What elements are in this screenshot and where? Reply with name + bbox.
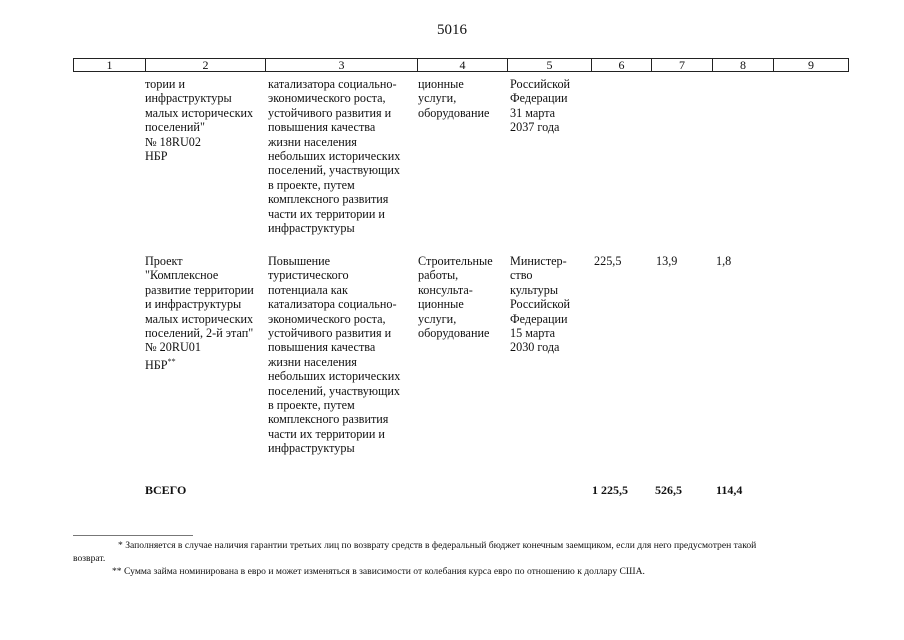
footnote-one-line1: * Заполняется в случае наличия гарантии третьих лиц по возврату средств в федеральный бюджет конечным заемщиком, если для него предусмотрен такой [118,540,757,551]
project-row-bank-name: НБР [145,358,168,373]
project-row-services: Строительные работы, консульта- ционные услуги, оборудование [418,254,493,341]
header-col-7: 7 [652,59,713,71]
project-row-footnote-mark: ** [167,357,176,366]
header-col-2: 2 [146,59,266,71]
header-col-4: 4 [418,59,508,71]
continued-row-services: ционные услуги, оборудование [418,77,490,120]
project-row-title: Проект "Комплексное развитие территории и инфраструктуры малых исторических поселений, 2-й этап" № 20RU01 [145,254,254,355]
project-row-col7: 13,9 [656,254,678,268]
project-row-col6: 225,5 [594,254,622,268]
project-row-col8: 1,8 [716,254,732,268]
header-col-8: 8 [713,59,774,71]
footnote-one-line2: возврат. [73,553,106,564]
header-col-5: 5 [508,59,592,71]
table-header-row [73,58,849,72]
total-col8: 114,4 [716,483,743,497]
project-row-bank [145,355,176,372]
continued-row-project: тории и инфраструктуры малых исторических поселений" № 18RU02 НБР [145,77,254,164]
continued-row-purpose: катализатора социально- экономического роста, устойчивого развития и повышения качества жизни населения небольших исторических поселений, участвующих в проекте, путем комплексного развития части их территории и инфраструктуры [268,77,401,236]
project-row-executor: Министер- ство культуры Российской Федерации 15 марта 2030 года [510,254,571,355]
total-col6: 1 225,5 [592,483,628,497]
project-row-purpose: Повышение туристического потенциала как катализатора социально- экономического роста, устойчивого развития и повышения качества жизни населения небольших исторических поселений, участвующих в проекте, путем комплексного развития части их территории и инфраструктуры [268,254,401,456]
continued-row-executor: Российской Федерации 31 марта 2037 года [510,77,571,135]
footnote-divider [73,535,193,536]
header-col-3: 3 [266,59,418,71]
footnote-two: ** Сумма займа номинирована в евро и может изменяться в зависимости от колебания курса евро по отношению к доллару США. [112,566,645,577]
header-col-9: 9 [808,58,814,72]
total-col7: 526,5 [655,483,682,497]
header-col-1: 1 [74,59,146,71]
header-col-6: 6 [592,59,652,71]
page-number: 5016 [437,22,467,38]
total-label: ВСЕГО [145,483,187,497]
